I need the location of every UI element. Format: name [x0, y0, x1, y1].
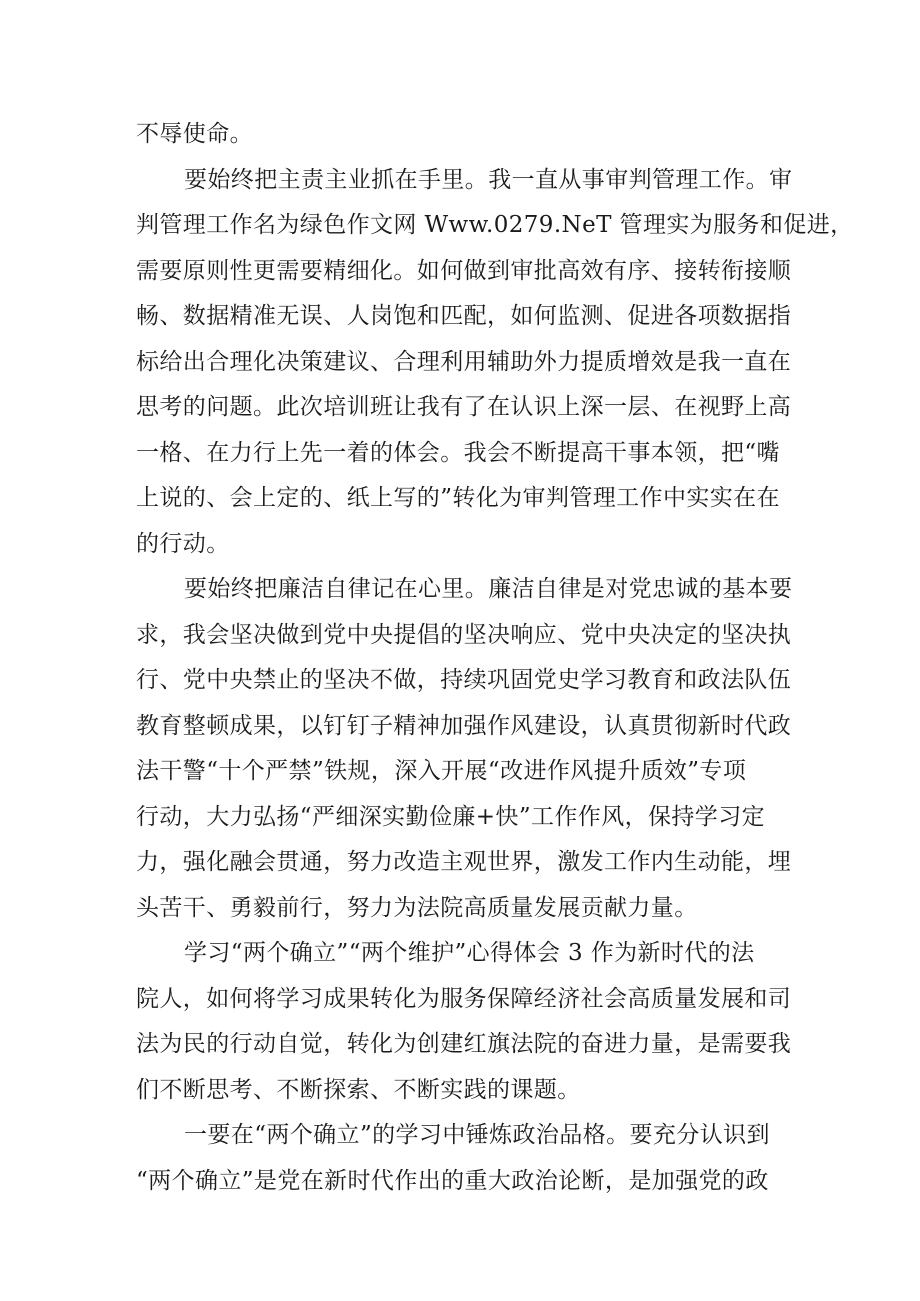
text-line: 思考的问题。此次培训班让我有了在认识上深一层、在视野上高	[136, 394, 792, 420]
text-line: 行动，大力弘扬“严细深实勤俭廉+快”工作作风，保持学习定	[136, 803, 765, 830]
text-line: 们不断思考、不断探索、不断实践的课题。	[136, 1076, 581, 1103]
paragraph-start-line: 学习“两个确立”“两个维护”心得体会 3 作为新时代的法	[184, 940, 755, 966]
paragraph-start-line: 要始终把廉洁自律记在心里。廉洁自律是对党忠诚的基本要	[184, 576, 793, 602]
text-line: 头苦干、勇毅前行，努力为法院高质量发展贡献力量。	[136, 894, 698, 921]
text-line: 判管理工作名为绿色作文网 Www.0279.NeT 管理实为服务和促进，	[136, 212, 854, 238]
text-line: 不辱使命。	[136, 121, 253, 147]
paragraph-start-line: 一要在“两个确立”的学习中锤炼政治品格。要充分认识到	[184, 1122, 770, 1148]
text-line: 一格、在力行上先一着的体会。我会不断提高干事本领，把“嘴	[136, 439, 780, 466]
text-line: 法为民的行动自觉，转化为创建红旗法院的奋进力量，是需要我	[136, 1031, 792, 1057]
document-body	[136, 112, 854, 1204]
text-line: 院人，如何将学习成果转化为服务保障经济社会高质量发展和司	[136, 985, 792, 1012]
text-line: 需要原则性更需要精细化。如何做到审批高效有序、接转衔接顺	[136, 257, 792, 284]
text-line: 畅、数据精准无误、人岗饱和匹配，如何监测、促进各项数据指	[136, 303, 792, 329]
text-line: 教育整顿成果，以钉钉子精神加强作风建设，认真贯彻新时代政	[136, 712, 792, 739]
paragraph-start-line: 要始终把主责主业抓在手里。我一直从事审判管理工作。审	[184, 166, 793, 193]
text-line: 的行动。	[136, 530, 230, 557]
text-line: 法干警“十个严禁”铁规，深入开展“改进作风提升质效”专项	[136, 758, 747, 784]
text-line: 求，我会坚决做到党中央提倡的坚决响应、党中央决定的坚决执	[136, 621, 792, 648]
text-line: 上说的、会上定的、纸上写的”转化为审判管理工作中实实在在	[136, 485, 780, 511]
text-line: 标给出合理化决策建议、合理利用辅助外力提质增效是我一直在	[136, 348, 792, 375]
text-line: 行、党中央禁止的坚决不做，持续巩固党史学习教育和政法队伍	[136, 667, 792, 693]
text-line: 力，强化融会贯通，努力改造主观世界，激发工作内生动能，埋	[136, 849, 792, 875]
text-line: “两个确立”是党在新时代作出的重大政治论断，是加强党的政	[136, 1167, 769, 1194]
